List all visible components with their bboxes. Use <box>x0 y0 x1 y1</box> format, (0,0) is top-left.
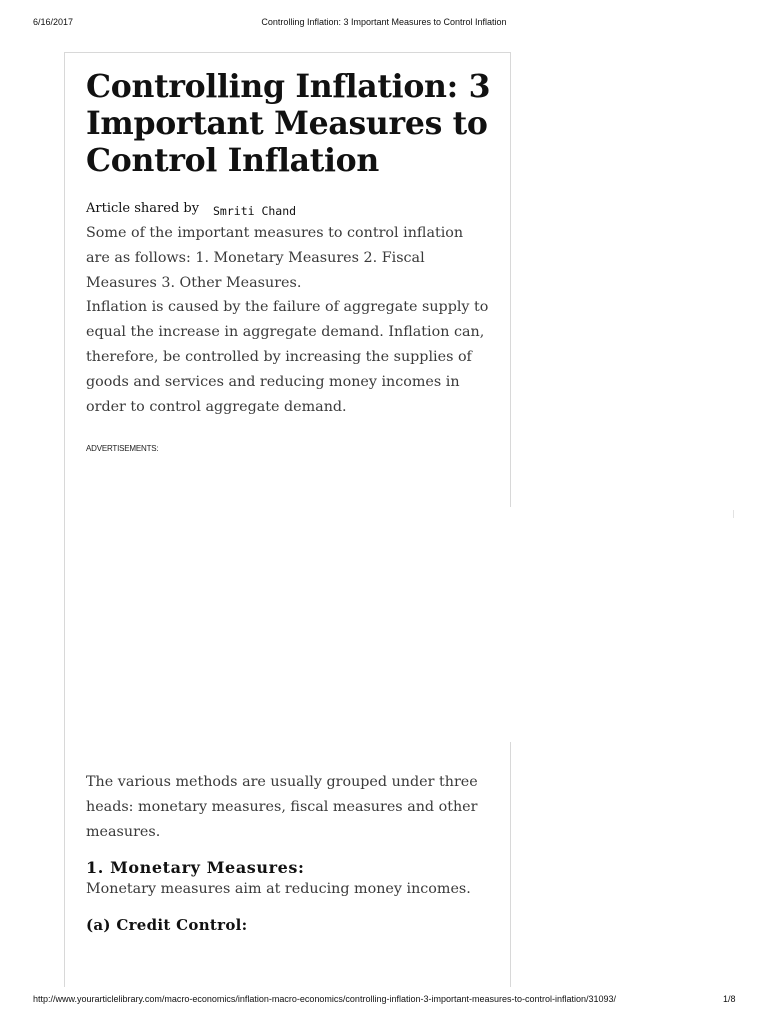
card-border-right-top <box>510 52 511 507</box>
article-body-continued <box>86 770 491 934</box>
sub-heading: (a) Credit Control: <box>86 916 248 935</box>
byline <box>86 201 491 221</box>
print-page-title: Controlling Inflation: 3 Important Measures to Control Inflation <box>261 17 507 27</box>
advertisements-label: ADVERTISEMENTS: <box>86 444 159 454</box>
card-border-right-bottom <box>510 742 511 987</box>
article-paragraph: The various methods are usually grouped under three heads: monetary measures, fiscal measures and other measures. <box>86 774 478 840</box>
print-header <box>0 17 768 31</box>
article-paragraph: Inflation is caused by the failure of aggregate supply to equal the increase in aggregate demand. Inflation can, therefore, be controlled by increasing the supplies of goods and services and reducing money incomes in order to control aggregate demand. <box>86 299 489 415</box>
page-url: http://www.yourarticlelibrary.com/macro-economics/inflation-macro-economics/controlling-inflation-3-important-measures-to-control-inflation/31093/ <box>33 994 617 1004</box>
print-footer <box>0 994 768 1008</box>
card-border-top <box>64 52 511 53</box>
author-name[interactable]: Smriti Chand <box>213 204 297 218</box>
article-body <box>86 68 491 453</box>
article-paragraph: Monetary measures aim at reducing money incomes. <box>86 881 471 898</box>
print-date: 6/16/2017 <box>33 17 74 27</box>
article-title: Controlling Inflation: 3 Important Measures to Control Inflation <box>86 68 491 179</box>
divider-mark <box>733 510 734 518</box>
byline-label: Article shared by <box>86 201 200 216</box>
page-number: 1/8 <box>723 994 736 1004</box>
article-paragraph: Some of the important measures to control inflation are as follows: 1. Monetary Measures 2. Fiscal Measures 3. Other Measures. <box>86 225 464 291</box>
card-border-left <box>64 52 65 987</box>
section-heading: 1. Monetary Measures: <box>86 858 305 878</box>
